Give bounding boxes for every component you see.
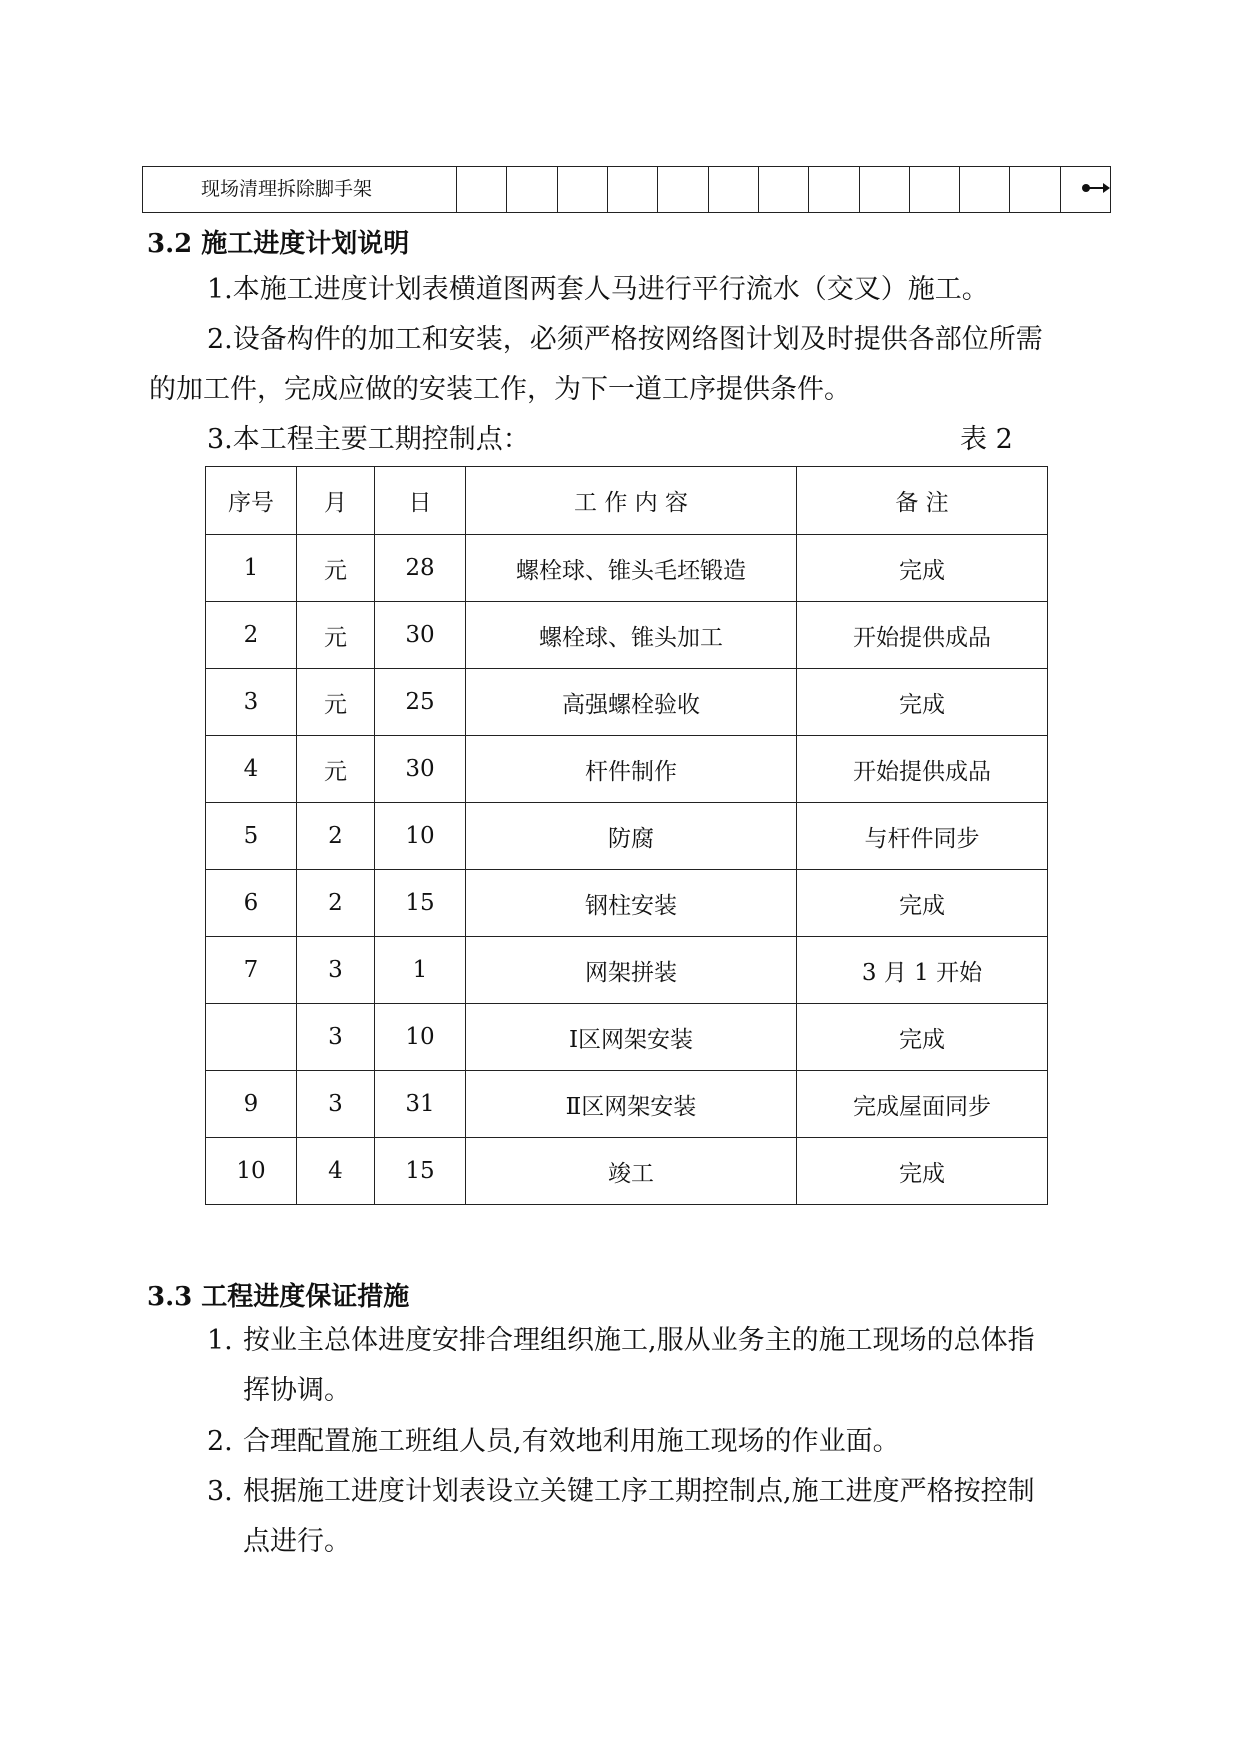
month-cell: 4 — [297, 1138, 375, 1205]
month-cell: 元 — [297, 602, 375, 669]
month-cell: 2 — [297, 803, 375, 870]
note-cell: 开始提供成品 — [797, 736, 1048, 803]
note-cell: 完成 — [797, 1138, 1048, 1205]
table-row — [206, 1138, 1048, 1205]
day-cell: 25 — [375, 669, 466, 736]
task-cell: 螺栓球、锥头加工 — [466, 602, 797, 669]
list-item-3-line-1: 根据施工进度计划表设立关键工序工期控制点,施工进度严格按控制 — [243, 1476, 1035, 1507]
gantt-cell — [658, 167, 708, 212]
table-row — [206, 1071, 1048, 1138]
list-item-2-line-1: 合理配置施工班组人员,有效地利用施工现场的作业面。 — [243, 1426, 900, 1457]
month-cell: 3 — [297, 1004, 375, 1071]
gantt-cell — [709, 167, 759, 212]
list-item-2-number: 2. — [207, 1426, 233, 1457]
table-row — [206, 602, 1048, 669]
gantt-task-label: 现场清理拆除脚手架 — [143, 167, 457, 212]
header-cell: 日 — [375, 467, 466, 535]
day-cell: 30 — [375, 736, 466, 803]
month-cell: 3 — [297, 937, 375, 1004]
task-cell: 高强螺栓验收 — [466, 669, 797, 736]
gantt-bar-marker — [1085, 187, 1107, 189]
table-row — [206, 937, 1048, 1004]
section-3-3-heading: 3.3 工程进度保证措施 — [147, 1282, 410, 1312]
table-header-row — [206, 467, 1048, 535]
list-item-1-line-1: 按业主总体进度安排合理组织施工,服从业务主的施工现场的总体指 — [243, 1325, 1035, 1356]
table-label: 表 2 — [960, 424, 1013, 455]
gantt-cell — [457, 167, 507, 212]
day-cell: 1 — [375, 937, 466, 1004]
task-cell: 钢柱安装 — [466, 870, 797, 937]
section-3-2-heading: 3.2 施工进度计划说明 — [147, 229, 410, 259]
gantt-cell — [1010, 167, 1060, 212]
task-cell: 网架拼装 — [466, 937, 797, 1004]
table-row — [206, 736, 1048, 803]
row-number-cell: 4 — [206, 736, 297, 803]
row-number-cell: 6 — [206, 870, 297, 937]
day-cell: 10 — [375, 1004, 466, 1071]
month-cell: 2 — [297, 870, 375, 937]
gantt-cell — [1061, 167, 1110, 212]
month-cell: 元 — [297, 669, 375, 736]
task-cell: 竣工 — [466, 1138, 797, 1205]
paragraph-2-line-1: 2.设备构件的加工和安装，必须严格按网络图计划及时提供各部位所需 — [207, 324, 1043, 355]
list-item-3-line-2: 点进行。 — [243, 1526, 351, 1557]
task-cell: 防腐 — [466, 803, 797, 870]
row-number-cell: 7 — [206, 937, 297, 1004]
paragraph-2-line-2: 的加工件，完成应做的安装工作，为下一道工序提供条件。 — [149, 374, 851, 405]
note-cell: 3 月 1 开始 — [797, 937, 1048, 1004]
milestones-table — [205, 466, 1048, 1205]
gantt-cell — [809, 167, 859, 212]
gantt-timeline — [457, 167, 1110, 212]
row-number-cell: 2 — [206, 602, 297, 669]
month-cell: 元 — [297, 535, 375, 602]
day-cell: 30 — [375, 602, 466, 669]
note-cell: 完成 — [797, 1004, 1048, 1071]
note-cell: 完成屋面同步 — [797, 1071, 1048, 1138]
gantt-cell — [507, 167, 557, 212]
row-number-cell: 9 — [206, 1071, 297, 1138]
header-cell: 序号 — [206, 467, 297, 535]
list-item-3-number: 3. — [207, 1476, 233, 1507]
note-cell: 与杆件同步 — [797, 803, 1048, 870]
table-row — [206, 870, 1048, 937]
gantt-cell — [960, 167, 1010, 212]
day-cell: 15 — [375, 870, 466, 937]
gantt-cell — [910, 167, 960, 212]
gantt-cell — [759, 167, 809, 212]
header-cell: 备 注 — [797, 467, 1048, 535]
task-cell: Ⅱ区网架安装 — [466, 1071, 797, 1138]
table-row — [206, 803, 1048, 870]
paragraph-3: 3.本工程主要工期控制点： — [207, 424, 530, 455]
day-cell: 28 — [375, 535, 466, 602]
gantt-row — [142, 166, 1111, 213]
note-cell: 完成 — [797, 535, 1048, 602]
gantt-cell — [608, 167, 658, 212]
paragraph-1: 1.本施工进度计划表横道图两套人马进行平行流水（交叉）施工。 — [207, 274, 989, 305]
list-item-1-number: 1. — [207, 1325, 233, 1356]
table-row — [206, 1004, 1048, 1071]
row-number-cell: 10 — [206, 1138, 297, 1205]
note-cell: 开始提供成品 — [797, 602, 1048, 669]
header-cell: 月 — [297, 467, 375, 535]
row-number-cell — [206, 1004, 297, 1071]
task-cell: 杆件制作 — [466, 736, 797, 803]
list-item-1-line-2: 挥协调。 — [243, 1375, 351, 1406]
day-cell: 15 — [375, 1138, 466, 1205]
gantt-cell — [558, 167, 608, 212]
table-row — [206, 535, 1048, 602]
table-row — [206, 669, 1048, 736]
gantt-cell — [860, 167, 910, 212]
day-cell: 10 — [375, 803, 466, 870]
task-cell: 螺栓球、锥头毛坯锻造 — [466, 535, 797, 602]
row-number-cell: 5 — [206, 803, 297, 870]
row-number-cell: 3 — [206, 669, 297, 736]
month-cell: 3 — [297, 1071, 375, 1138]
task-cell: Ⅰ区网架安装 — [466, 1004, 797, 1071]
day-cell: 31 — [375, 1071, 466, 1138]
header-cell: 工 作 内 容 — [466, 467, 797, 535]
note-cell: 完成 — [797, 669, 1048, 736]
note-cell: 完成 — [797, 870, 1048, 937]
row-number-cell: 1 — [206, 535, 297, 602]
month-cell: 元 — [297, 736, 375, 803]
